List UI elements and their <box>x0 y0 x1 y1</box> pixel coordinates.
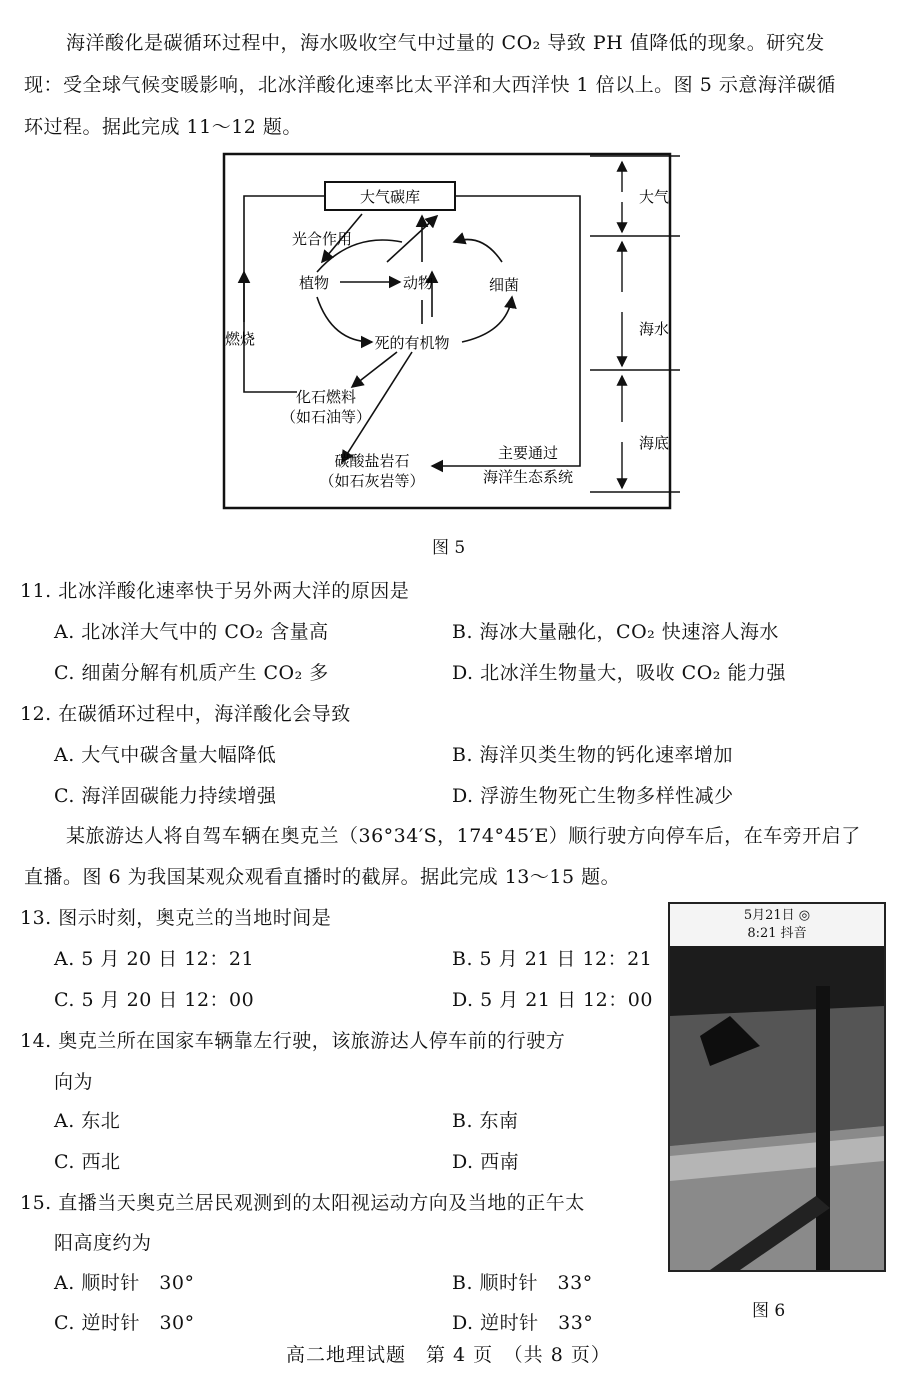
q14-option-b: B. 东南 <box>452 1110 519 1132</box>
intro-line-3: 环过程。据此完成 11～12 题。 <box>24 116 302 138</box>
figure-6-caption: 图 6 <box>752 1301 786 1321</box>
plant-to-atm-arrow <box>387 216 437 262</box>
dead-to-bacteria-arc <box>462 297 512 342</box>
q11-option-a: A. 北冰洋大气中的 CO₂ 含量高 <box>54 621 329 643</box>
q14-stem-line-1: 14. 奥克兰所在国家车辆靠左行驶，该旅游达人停车前的行驶方 <box>20 1030 566 1052</box>
fossil-fuel-example: （如石油等） <box>280 408 372 426</box>
q13-stem: 13. 图示时刻，奥克兰的当地时间是 <box>20 907 332 929</box>
fossil-fuel-label: 化石燃料 <box>295 388 357 406</box>
q15-option-b: B. 顺时针 33° <box>452 1272 593 1294</box>
intro-line-2: 现：受全球气候变暖影响，北冰洋酸化速率比太平洋和大西洋快 1 倍以上。图 5 示意海洋碳循 <box>24 74 836 96</box>
street-scene-image <box>670 946 884 1270</box>
figure-5-caption: 图 5 <box>432 538 466 558</box>
q13-option-d: D. 5 月 21 日 12：00 <box>452 989 653 1011</box>
layer-seawater: 海水 <box>638 320 670 338</box>
page-footer: 高二地理试题 第 4 页 （共 8 页） <box>286 1344 611 1366</box>
reservoir-label: 大气碳库 <box>359 188 421 206</box>
screenshot-time: 8:21 抖音 <box>747 926 807 941</box>
right-loop-line <box>432 196 580 466</box>
q12-option-c: C. 海洋固碳能力持续增强 <box>54 785 277 807</box>
q12-option-b: B. 海洋贝类生物的钙化速率增加 <box>452 744 734 766</box>
livestream-screenshot <box>668 902 886 1272</box>
q15-option-a: A. 顺时针 30° <box>54 1272 195 1294</box>
screenshot-status-bar <box>670 904 884 946</box>
q15-stem-line-2: 阳高度约为 <box>54 1232 152 1254</box>
plant-to-dead-arc <box>317 297 372 342</box>
q12-stem: 12. 在碳循环过程中，海洋酸化会导致 <box>20 703 351 725</box>
photosynthesis-label: 光合作用 <box>291 230 353 248</box>
via-ecosystem-label: 海洋生态系统 <box>482 468 574 486</box>
intro-line-1: 海洋酸化是碳循环过程中，海水吸收空气中过量的 CO₂ 导致 PH 值降低的现象。研究发 <box>66 32 825 54</box>
left-loop-line <box>244 196 325 392</box>
via-label: 主要通过 <box>497 444 559 462</box>
intro2-line-1: 某旅游达人将自驾车辆在奥克兰（36°34′S，174°45′E）顺行驶方向停车后，在车旁开启了 <box>66 825 861 847</box>
q14-option-d: D. 西南 <box>452 1151 520 1173</box>
q14-option-a: A. 东北 <box>54 1110 121 1132</box>
q15-stem-line-1: 15. 直播当天奥克兰居民观测到的太阳视运动方向及当地的正午太 <box>20 1192 585 1214</box>
bacteria-label: 细菌 <box>488 276 520 294</box>
carbonate-label: 碳酸盐岩石 <box>334 452 410 470</box>
q12-option-a: A. 大气中碳含量大幅降低 <box>54 744 277 766</box>
q12-option-d: D. 浮游生物死亡生物多样性减少 <box>452 785 734 807</box>
q11-option-c: C. 细菌分解有机质产生 CO₂ 多 <box>54 662 329 684</box>
q13-option-b: B. 5 月 21 日 12：21 <box>452 948 653 970</box>
q14-option-c: C. 西北 <box>54 1151 121 1173</box>
layer-atmosphere: 大气 <box>638 188 670 206</box>
burning-label: 燃烧 <box>224 330 256 348</box>
q15-option-c: C. 逆时针 30° <box>54 1312 195 1334</box>
q13-option-a: A. 5 月 20 日 12：21 <box>54 948 255 970</box>
q13-option-c: C. 5 月 20 日 12：00 <box>54 989 255 1011</box>
q14-stem-line-2: 向为 <box>54 1071 94 1093</box>
q11-option-d: D. 北冰洋生物量大，吸收 CO₂ 能力强 <box>452 662 786 684</box>
q11-option-b: B. 海冰大量融化，CO₂ 快速溶人海水 <box>452 621 779 643</box>
screenshot-date: 5月21日 ◎ <box>743 908 811 923</box>
dead-to-fossil-arrow <box>352 352 397 387</box>
q15-option-d: D. 逆时针 33° <box>452 1312 594 1334</box>
layer-axis <box>590 152 680 512</box>
q11-stem: 11. 北冰洋酸化速率快于另外两大洋的原因是 <box>20 580 410 602</box>
layer-seafloor: 海底 <box>638 434 670 452</box>
dead-organic-label: 死的有机物 <box>374 334 450 352</box>
bacteria-to-atm-arc <box>454 240 502 263</box>
carbonate-example: （如石灰岩等） <box>319 472 425 490</box>
plants-label: 植物 <box>298 274 330 292</box>
intro2-line-2: 直播。图 6 为我国某观众观看直播时的截屏。据此完成 13～15 题。 <box>24 866 621 888</box>
animals-label: 动物 <box>402 274 434 292</box>
